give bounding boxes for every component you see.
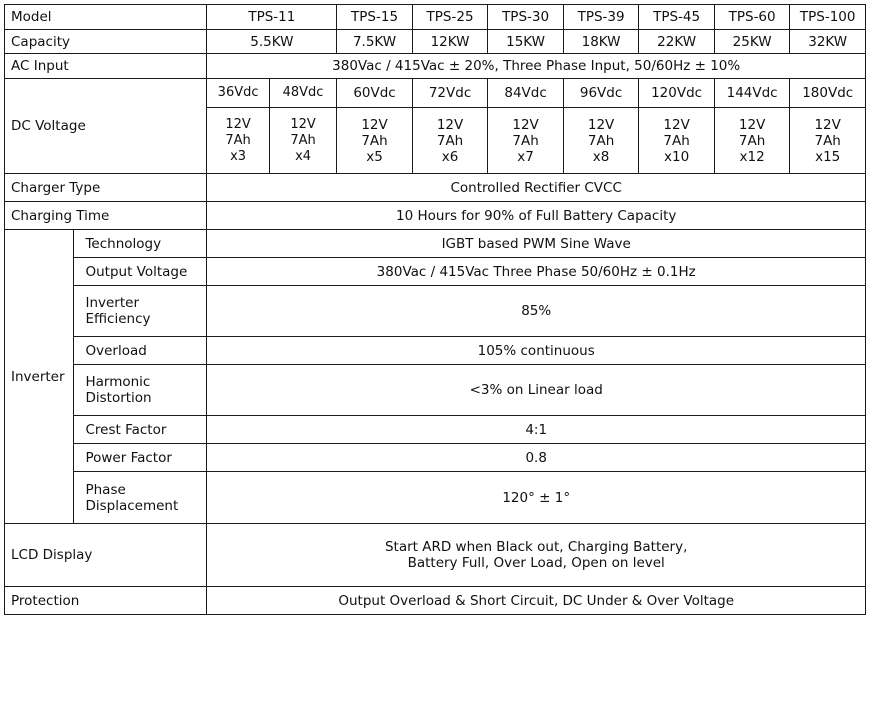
battery-voltage: 12V <box>512 116 539 133</box>
dc-voltage-value: 36Vdc <box>207 79 269 108</box>
charger-type-value: Controlled Rectifier CVCC <box>207 174 866 202</box>
battery-quantity: x7 <box>517 148 534 165</box>
capacity-row <box>5 30 866 54</box>
capacity-value: 25KW <box>714 30 790 54</box>
battery-capacity: 7Ah <box>587 132 615 149</box>
capacity-value: 18KW <box>563 30 639 54</box>
model-value: TPS-30 <box>488 5 564 30</box>
dc-voltage-row <box>5 79 866 108</box>
inverter-sub-value: 4:1 <box>207 416 866 444</box>
battery-voltage: 12V <box>436 116 464 133</box>
inverter-sub-label: Harmonic Distortion <box>74 365 207 416</box>
ac-input-label: AC Input <box>5 54 207 79</box>
dc-voltage-value: 144Vdc <box>714 79 790 108</box>
inverter-sub-value: 120° ± 1° <box>207 472 866 524</box>
battery-quantity: x15 <box>815 148 841 165</box>
model-value: TPS-25 <box>412 5 488 30</box>
lcd-display-row <box>5 524 866 587</box>
dc-voltage-value: 120Vdc <box>639 79 715 108</box>
model-label: Model <box>5 5 207 30</box>
battery-voltage: 12V <box>587 116 615 133</box>
battery-voltage: 12V <box>290 116 316 132</box>
capacity-value: 32KW <box>790 30 866 54</box>
battery-quantity: x4 <box>295 148 312 164</box>
battery-quantity: x5 <box>366 148 383 165</box>
dc-voltage-value: 96Vdc <box>563 79 639 108</box>
battery-config <box>790 108 866 174</box>
battery-config <box>269 108 336 174</box>
charger-type-row <box>5 174 866 202</box>
battery-config <box>563 108 639 174</box>
model-value: TPS-15 <box>337 5 413 30</box>
inverter-sub-label: Crest Factor <box>74 416 207 444</box>
inverter-label: Inverter <box>5 230 74 524</box>
charging-time-label: Charging Time <box>5 202 207 230</box>
ac-input-value: 380Vac / 415Vac ± 20%, Three Phase Input, 50/60Hz ± 10% <box>207 54 866 79</box>
inverter-sub-value: IGBT based PWM Sine Wave <box>207 230 866 258</box>
protection-label: Protection <box>5 587 207 615</box>
battery-quantity: x6 <box>441 148 459 165</box>
battery-capacity: 7Ah <box>361 132 388 149</box>
inverter-sub-label: Overload <box>74 337 207 365</box>
battery-voltage: 12V <box>225 116 251 132</box>
battery-voltage: 12V <box>738 116 766 133</box>
model-value: TPS-39 <box>563 5 639 30</box>
battery-config <box>714 108 790 174</box>
inverter-row <box>5 337 866 365</box>
dc-voltage-value: 72Vdc <box>412 79 488 108</box>
battery-config <box>412 108 488 174</box>
capacity-label: Capacity <box>5 30 207 54</box>
lcd-display-line: Battery Full, Over Load, Open on level <box>407 555 665 571</box>
battery-capacity: 7Ah <box>663 132 690 149</box>
inverter-sub-value: 105% continuous <box>207 337 866 365</box>
model-row <box>5 5 866 30</box>
protection-value: Output Overload & Short Circuit, DC Under & Over Voltage <box>207 587 866 615</box>
spec-table <box>4 4 866 615</box>
inverter-sub-value: <3% on Linear load <box>207 365 866 416</box>
dc-voltage-value: 60Vdc <box>337 79 413 108</box>
battery-quantity: x8 <box>592 148 610 165</box>
battery-capacity: 7Ah <box>512 132 539 149</box>
inverter-row <box>5 472 866 524</box>
battery-capacity: 7Ah <box>814 132 841 149</box>
model-value: TPS-100 <box>790 5 866 30</box>
battery-quantity: x3 <box>230 148 247 164</box>
lcd-display-line: Start ARD when Black out, Charging Battery, <box>384 539 688 555</box>
battery-config <box>639 108 715 174</box>
inverter-row <box>5 230 866 258</box>
inverter-sub-value: 85% <box>207 286 866 337</box>
protection-row <box>5 587 866 615</box>
inverter-sub-label: Inverter Efficiency <box>74 286 207 337</box>
inverter-row <box>5 365 866 416</box>
inverter-row <box>5 444 866 472</box>
battery-capacity: 7Ah <box>225 132 251 148</box>
ac-input-row <box>5 54 866 79</box>
battery-capacity: 7Ah <box>290 132 316 148</box>
battery-voltage: 12V <box>663 116 690 133</box>
battery-capacity: 7Ah <box>738 132 766 149</box>
battery-voltage: 12V <box>814 116 841 133</box>
battery-quantity: x12 <box>739 148 765 165</box>
inverter-row <box>5 258 866 286</box>
battery-config <box>337 108 413 174</box>
inverter-sub-label: Power Factor <box>74 444 207 472</box>
dc-voltage-value: 84Vdc <box>488 79 564 108</box>
model-value: TPS-45 <box>639 5 715 30</box>
dc-voltage-label: DC Voltage <box>5 79 207 174</box>
inverter-sub-value: 380Vac / 415Vac Three Phase 50/60Hz ± 0.1Hz <box>207 258 866 286</box>
lcd-display-label: LCD Display <box>5 524 207 587</box>
battery-config <box>488 108 564 174</box>
charger-type-label: Charger Type <box>5 174 207 202</box>
capacity-value: 5.5KW <box>207 30 337 54</box>
inverter-row <box>5 416 866 444</box>
dc-voltage-value: 48Vdc <box>269 79 336 108</box>
battery-config <box>207 108 269 174</box>
capacity-value: 7.5KW <box>337 30 413 54</box>
battery-capacity: 7Ah <box>436 132 464 149</box>
battery-quantity: x10 <box>664 148 690 165</box>
battery-voltage: 12V <box>361 116 388 133</box>
model-value: TPS-60 <box>714 5 790 30</box>
inverter-sub-label: Phase Displacement <box>74 472 207 524</box>
inverter-sub-label: Output Voltage <box>74 258 207 286</box>
dc-voltage-value: 180Vdc <box>790 79 866 108</box>
charging-time-row <box>5 202 866 230</box>
charging-time-value: 10 Hours for 90% of Full Battery Capacity <box>207 202 866 230</box>
capacity-value: 12KW <box>412 30 488 54</box>
inverter-sub-value: 0.8 <box>207 444 866 472</box>
capacity-value: 22KW <box>639 30 715 54</box>
capacity-value: 15KW <box>488 30 564 54</box>
inverter-sub-label: Technology <box>74 230 207 258</box>
lcd-display-value <box>207 524 866 587</box>
model-value: TPS-11 <box>207 5 337 30</box>
inverter-row <box>5 286 866 337</box>
